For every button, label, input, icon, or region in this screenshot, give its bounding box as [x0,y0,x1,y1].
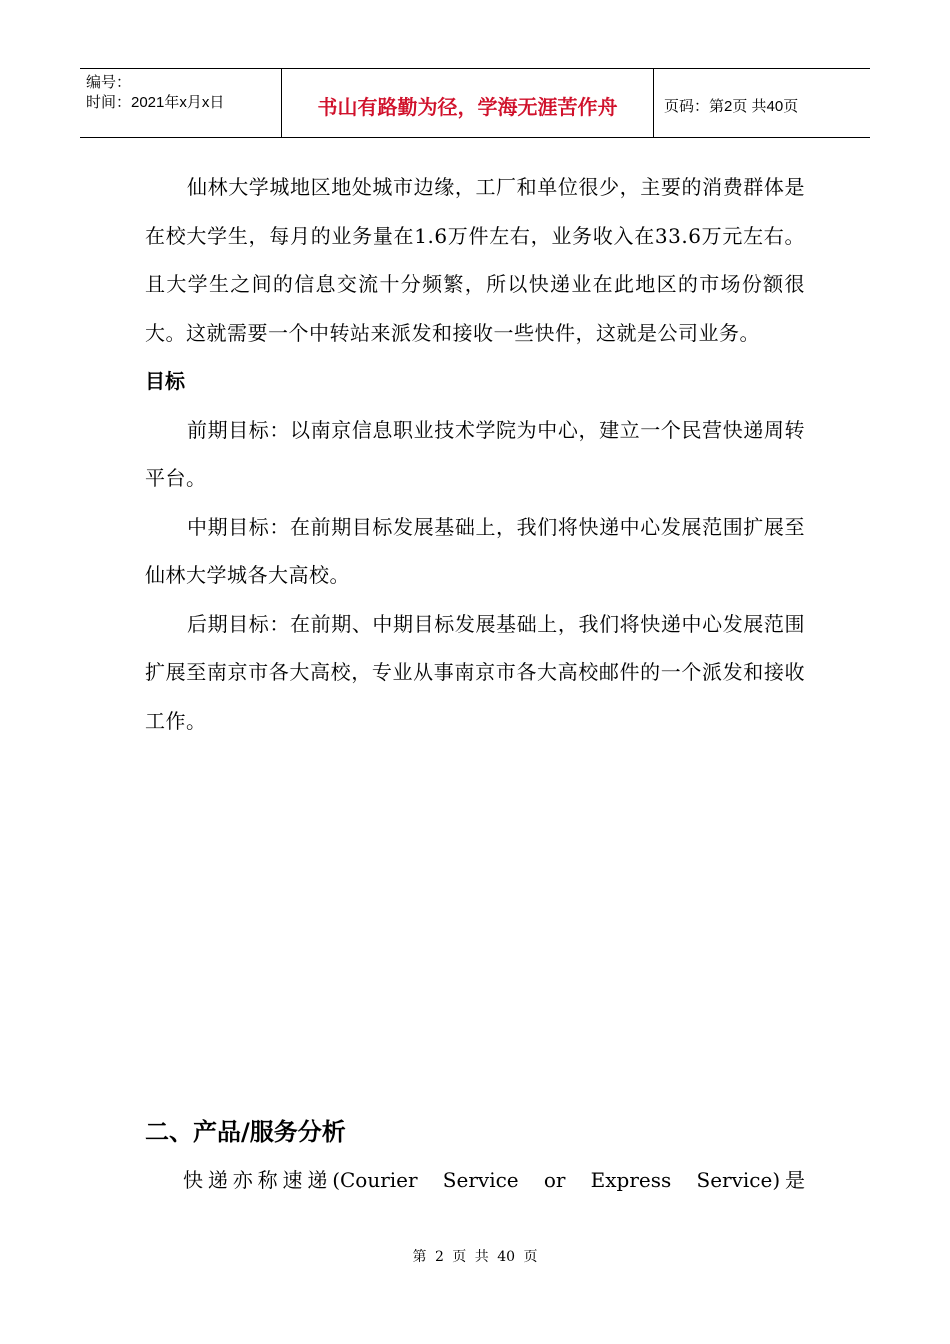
goal-early-paragraph: 前期目标：以南京信息职业技术学院为中心，建立一个民营快递周转平台。 [145,417,805,490]
header-meta-cell [80,69,281,137]
header-page-cell [654,69,870,137]
document-body [145,163,805,745]
document-number-label: 编号： [86,74,132,91]
page-footer: 第 2 页 共 40 页 [412,1249,538,1265]
section-title: 二、产品/服务分析 [145,1118,346,1146]
header-motto-cell [281,69,654,137]
page-header [80,68,870,138]
intro-paragraph: 仙林大学城地区地处城市边缘，工厂和单位很少，主要的消费群体是在校大学生，每月的业务量在1.6万件左右，业务收入在33.6万元左右。且大学生之间的信息交流十分频繁，所以快递业在此地区的市场份额很大。这就需要一个中转站来派发和接收一些快件，这就是公司业务。 [145,175,805,345]
header-motto: 书山有路勤为径，学海无涯苦作舟 [317,94,618,119]
goal-mid-paragraph: 中期目标：在前期目标发展基础上，我们将快递中心发展范围扩展至仙林大学城各大高校。 [145,514,805,587]
goal-late-paragraph: 后期目标：在前期、中期目标发展基础上，我们将快递中心发展范围扩展至南京市各大高校，专业从事南京市各大高校邮件的一个派发和接收工作。 [145,611,805,733]
goals-heading: 目标 [145,369,185,393]
header-page-info: 页码：第2页 共40页 [664,97,799,115]
section-paragraph: 快递亦称速递(Courier Service or Express Service)是 [183,1168,805,1192]
document-date: 时间：2021年x月x日 [86,94,225,111]
